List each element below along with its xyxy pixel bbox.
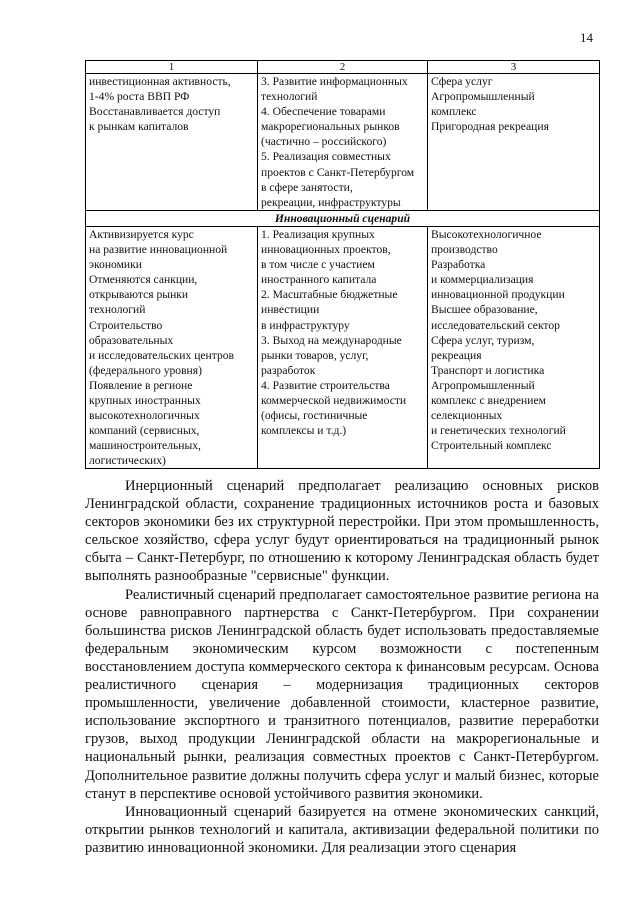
column-header: 1 (86, 61, 258, 74)
cell-line: и генетических технологий (431, 424, 566, 438)
cell-line: Восстанавливается доступ (89, 105, 221, 119)
cell-line: Сфера услуг (431, 75, 493, 88)
cell-line: и коммерциализация (431, 273, 534, 287)
cell-line: разработок (261, 363, 316, 377)
cell-line: 3. Развитие информационных (261, 75, 408, 88)
cell-line: 4. Обеспечение товарами (261, 105, 386, 119)
paragraph: Инерционный сценарий предполагает реализацию основных рисков Ленинградской области, сохранение традиционных источников роста и базовых секторов экономики без их структурной перестройки. При этом промышленность, сельское хозяйство, сфера услуг будут ориентироваться на традиционный рынок сбыта – Санкт-Петербург, по отношению к которому Ленинградская область будет выполнять разнообразные "сервисные" функции. (85, 478, 599, 585)
cell-line: 5. Реализация совместных (261, 150, 391, 164)
cell-line: Появление в регионе (89, 378, 193, 392)
cell-line: Отменяются санкции, (89, 273, 198, 287)
cell-line: 1-4% роста ВВП РФ (89, 90, 190, 104)
table-row (86, 226, 600, 469)
cell-line: рекреации, инфраструктуры (261, 195, 401, 209)
cell-line: инновационных проектов, (261, 243, 391, 257)
cell-line: коммерческой недвижимости (261, 393, 407, 407)
table-cell (86, 74, 258, 211)
table-cell (428, 74, 600, 211)
cell-line: 3. Выход на международные (261, 333, 402, 347)
cell-line: в сфере занятости, (261, 180, 353, 194)
cell-line: на развитие инновационной (89, 243, 228, 257)
cell-line: Пригородная рекреация (431, 120, 549, 134)
table-cell (86, 226, 258, 469)
cell-line: образовательных (89, 333, 174, 347)
cell-line: Агропромышленный (431, 90, 535, 104)
cell-line: комплекс с внедрением (431, 393, 546, 407)
cell-line: инновационной продукции (431, 288, 565, 302)
column-header: 2 (258, 61, 428, 74)
cell-line: открываются рынки (89, 288, 189, 302)
cell-line: Высшее образование, (431, 303, 538, 317)
cell-line: компаний (сервисных, (89, 424, 200, 438)
cell-line: экономики (89, 258, 142, 272)
cell-line: в инфраструктуру (261, 318, 350, 332)
cell-line: Строительный комплекс (431, 439, 552, 453)
cell-line: инвестиционная активность, (89, 75, 231, 88)
scenario-table (85, 60, 600, 469)
cell-line: рекреация (431, 348, 482, 362)
cell-line: машиностроительных, (89, 439, 201, 453)
table-header-row (86, 61, 600, 74)
cell-line: высокотехнологичных (89, 409, 200, 423)
table-cell (258, 226, 428, 469)
cell-line: 2. Масштабные бюджетные (261, 288, 398, 302)
cell-line: Агропромышленный (431, 378, 535, 392)
cell-line: технологий (89, 303, 146, 317)
section-row (86, 210, 600, 226)
cell-line: рынки товаров, услуг, (261, 348, 369, 362)
cell-line: (федерального уровня) (89, 363, 202, 377)
cell-line: инвестиции (261, 303, 320, 317)
cell-line: к рынкам капиталов (89, 120, 189, 134)
cell-line: Активизируется курс (89, 227, 194, 241)
cell-line: 4. Развитие строительства (261, 378, 390, 392)
cell-line: Высокотехнологичное (431, 227, 542, 241)
cell-line: Строительство (89, 318, 163, 332)
cell-line: комплекс (431, 105, 477, 119)
paragraph: Реалистичный сценарий предполагает самостоятельное развитие региона на основе равноправного партнерства с Санкт-Петербургом. При сохранении большинства рисков Ленинградской область будет использовать предоставляемые федеральным экономическим курсом возможности с постепенным восстановлением доступа коммерческого сектора к финансовым ресурсам. Основа реалистичного сценария – модернизация традиционных секторов промышленности, увеличение добавленной стоимости, кластерное развитие, использование экспортного и транзитного потенциалов, развитие переработки грузов, выход продукции Ленинградской области на макрорегиональные и национальный рынки, реализация совместных проектов с Санкт-Петербургом. Дополнительное развитие должны получить сфера услуг и малый бизнес, которые станут в перспективе основой устойчивого развития экономики. (85, 586, 599, 802)
cell-line: логистических) (89, 454, 166, 468)
cell-line: исследовательский сектор (431, 318, 560, 332)
cell-line: Разработка (431, 258, 486, 272)
body-text (85, 477, 599, 857)
cell-line: иностранного капитала (261, 273, 377, 287)
cell-line: Транспорт и логистика (431, 363, 545, 377)
table-cell (428, 226, 600, 469)
cell-line: производство (431, 243, 498, 257)
cell-line: комплексы и т.д.) (261, 424, 347, 438)
cell-line: проектов с Санкт-Петербургом (261, 165, 415, 179)
table-row (86, 74, 600, 211)
section-title: Инновационный сценарий (86, 210, 600, 226)
cell-line: (офисы, гостиничные (261, 409, 368, 423)
paragraph: Инновационный сценарий базируется на отмене экономических санкций, открытии рынков технологий и капитала, активизации федеральной политики по развитию инновационной экономики. Для реализации этого сценария (85, 803, 599, 856)
cell-line: (частично – российского) (261, 135, 387, 149)
cell-line: в том числе с участием (261, 258, 375, 272)
table-cell (258, 74, 428, 211)
cell-line: и исследовательских центров (89, 348, 235, 362)
cell-line: 1. Реализация крупных (261, 227, 375, 241)
column-header: 3 (428, 61, 600, 74)
cell-line: крупных иностранных (89, 393, 201, 407)
cell-line: Сфера услуг, туризм, (431, 333, 535, 347)
cell-line: технологий (261, 90, 318, 104)
cell-line: селекционных (431, 409, 503, 423)
cell-line: макрорегиональных рынков (261, 120, 400, 134)
page-number: 14 (580, 30, 593, 45)
